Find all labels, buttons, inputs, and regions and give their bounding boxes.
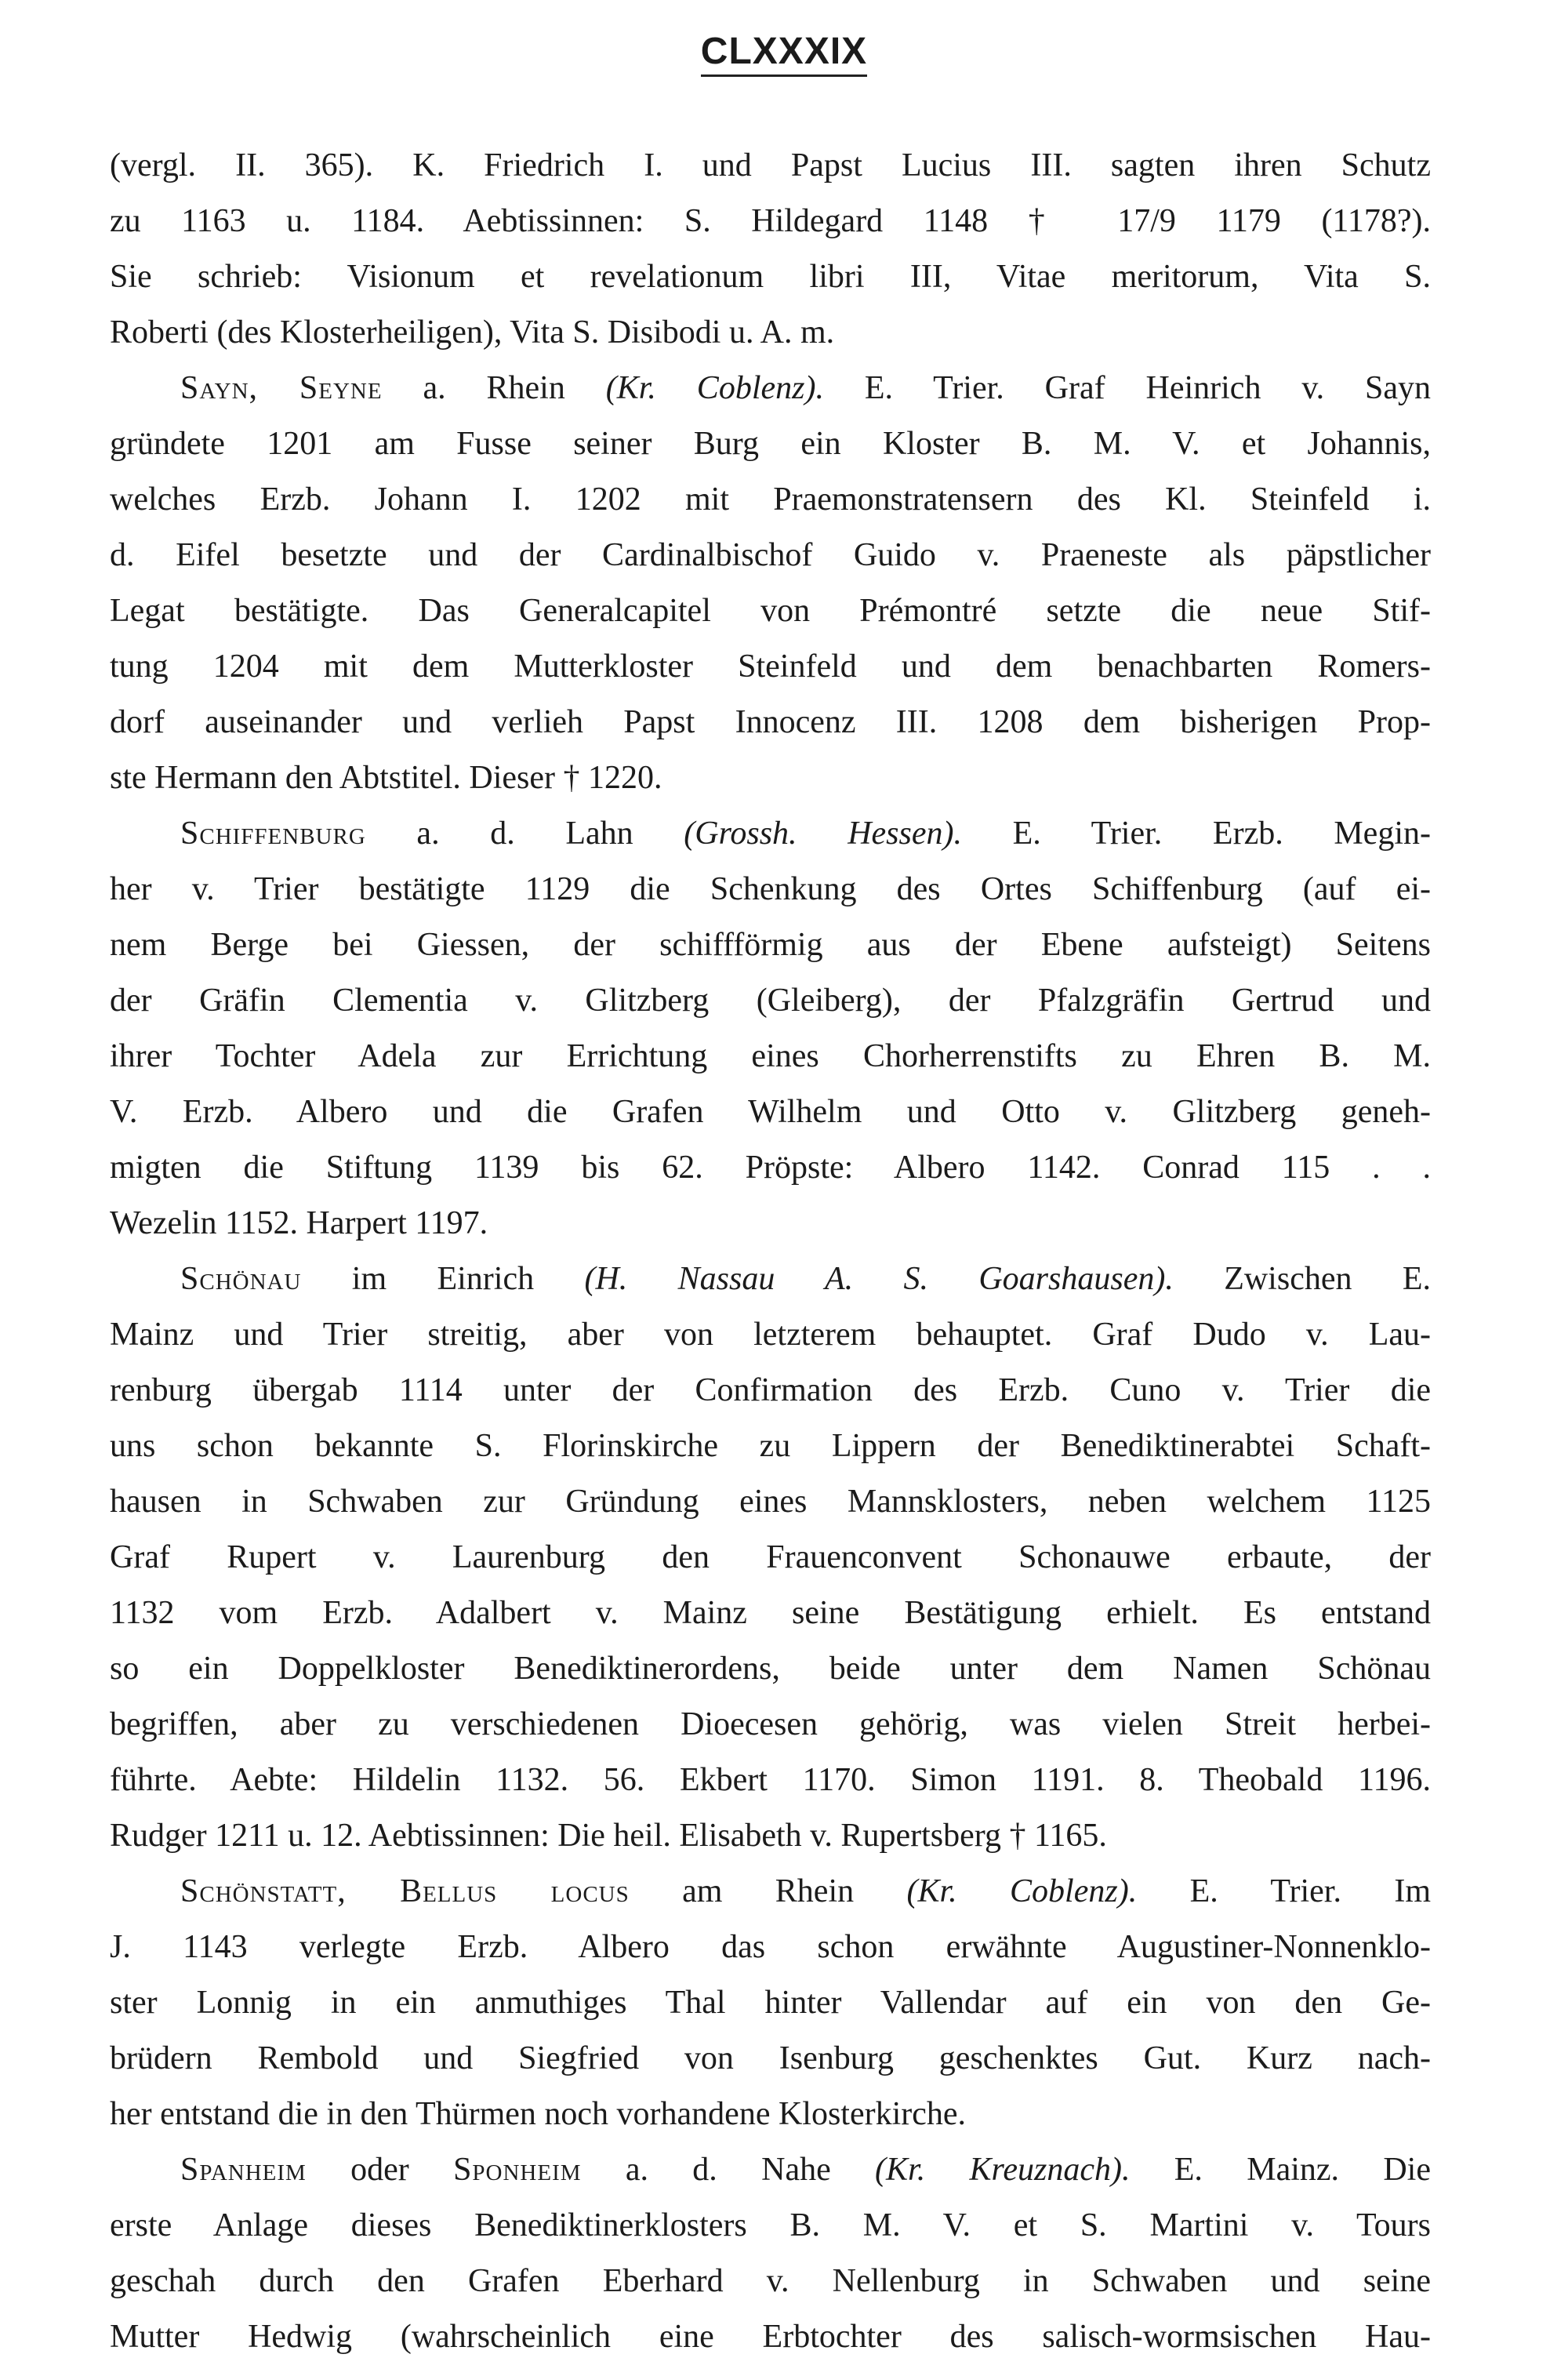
text-run: Legat bestätigte. Das Generalcapitel von Prémontré setzte die neue Stif- <box>110 593 1431 629</box>
text-line <box>110 1140 1431 1196</box>
text-run: begriffen, aber zu verschiedenen Dioecesen gehörig, was vielen Streit herbei- <box>110 1706 1431 1742</box>
text-line <box>110 305 1431 361</box>
text-line <box>110 1920 1431 1975</box>
text-run: nem Berge bei Giessen, der schiffförmig aus der Ebene aufsteigt) Seitens <box>110 927 1431 963</box>
text-run: Wezelin 1152. Harpert 1197. <box>110 1205 488 1241</box>
text-run: Mainz und Trier streitig, aber von letzterem behauptet. Graf Dudo v. Lau- <box>110 1317 1431 1353</box>
text-run: uns schon bekannte S. Florinskirche zu Lippern der Benediktinerabtei Schaft- <box>110 1428 1431 1464</box>
text-run: (vergl. II. 365). K. Friedrich I. und Papst Lucius III. sagten ihren Schutz <box>110 147 1431 183</box>
text-line <box>110 194 1431 249</box>
text-run: a. Rhein <box>382 370 606 406</box>
text-line <box>110 472 1431 528</box>
text-line <box>110 1196 1431 1252</box>
text-run: erste Anlage dieses Benediktinerklosters B. M. V. et S. Martini v. Tours <box>110 2207 1431 2243</box>
text-run: her v. Trier bestätigte 1129 die Schenkung des Ortes Schiffenburg (auf ei- <box>110 871 1431 907</box>
text-run: her entstand die in den Thürmen noch vorhandene Klosterkirche. <box>110 2096 967 2132</box>
text-line <box>110 2031 1431 2087</box>
district-note: (Kr. Coblenz). <box>605 370 824 406</box>
text-line <box>110 583 1431 639</box>
text-run: oder <box>306 2152 454 2188</box>
text-run: Roberti (des Klosterheiligen), Vita S. Disibodi u. A. m. <box>110 314 835 351</box>
text-line <box>110 528 1431 583</box>
place-name: Sayn, Seyne <box>180 370 383 406</box>
text-run: dorf auseinander und verlieh Papst Innocenz III. 1208 dem bisherigen Prop- <box>110 704 1431 740</box>
page-number-text: CLXXXIX <box>701 30 867 77</box>
text-line <box>110 2142 1431 2198</box>
text-line <box>110 1753 1431 1808</box>
place-name: Spanheim <box>180 2152 307 2188</box>
text-line <box>110 1808 1431 1864</box>
text-line <box>110 1641 1431 1697</box>
place-name: Schönstatt, Bellus locus <box>180 1873 630 1909</box>
text-line <box>110 806 1431 862</box>
text-line <box>110 1975 1431 2031</box>
text-line <box>110 917 1431 973</box>
text-run: führte. Aebte: Hildelin 1132. 56. Ekbert 1170. Simon 1191. 8. Theobald 1196. <box>110 1762 1431 1798</box>
text-run: a. d. Nahe <box>581 2152 876 2188</box>
text-line <box>110 1419 1431 1474</box>
text-line <box>110 2254 1431 2309</box>
text-line <box>110 1697 1431 1753</box>
text-run: Mutter Hedwig (wahrscheinlich eine Erbtochter des salisch-wormsischen Hau- <box>110 2319 1431 2355</box>
place-name: Sponheim <box>453 2152 582 2188</box>
district-note: (Kr. Kreuznach). <box>875 2152 1131 2188</box>
place-name: Schönau <box>180 1261 302 1297</box>
text-line <box>110 862 1431 917</box>
page-number <box>0 30 1568 77</box>
text-run: ste Hermann den Abtstitel. Dieser † 1220. <box>110 760 662 796</box>
text-line <box>110 2087 1431 2142</box>
text-run: ihrer Tochter Adela zur Errichtung eines Chorherrenstifts zu Ehren B. M. <box>110 1038 1431 1074</box>
text-run: brüdern Rembold und Siegfried von Isenburg geschenktes Gut. Kurz nach- <box>110 2040 1431 2076</box>
text-run: E. Trier. Graf Heinrich v. Sayn <box>823 370 1431 406</box>
text-run: renburg übergab 1114 unter der Confirmation des Erzb. Cuno v. Trier die <box>110 1372 1431 1408</box>
text-run: V. Erzb. Albero und die Grafen Wilhelm und Otto v. Glitzberg geneh- <box>110 1094 1431 1130</box>
text-line <box>110 249 1431 305</box>
text-run: Graf Rupert v. Laurenburg den Frauenconvent Schonauwe erbaute, der <box>110 1539 1431 1575</box>
text-run: Zwischen E. <box>1173 1261 1431 1297</box>
text-run: gründete 1201 am Fusse seiner Burg ein Kloster B. M. V. et Johannis, <box>110 426 1431 462</box>
text-line <box>110 1530 1431 1586</box>
text-line <box>110 138 1431 194</box>
text-run: am Rhein <box>629 1873 907 1909</box>
text-run: welches Erzb. Johann I. 1202 mit Praemonstratensern des Kl. Steinfeld i. <box>110 481 1431 518</box>
text-run: 1132 vom Erzb. Adalbert v. Mainz seine Bestätigung erhielt. Es entstand <box>110 1595 1431 1631</box>
text-run: J. 1143 verlegte Erzb. Albero das schon erwähnte Augustiner-Nonnenklo- <box>110 1929 1431 1965</box>
district-note: (H. Nassau A. S. Goarshausen). <box>584 1261 1174 1297</box>
text-line <box>110 1307 1431 1363</box>
text-line <box>110 1474 1431 1530</box>
text-line <box>110 695 1431 750</box>
text-line <box>110 1252 1431 1307</box>
text-run: d. Eifel besetzte und der Cardinalbischof Guido v. Praeneste als päpstlicher <box>110 537 1431 573</box>
text-run: der Gräfin Clementia v. Glitzberg (Gleiberg), der Pfalzgräfin Gertrud und <box>110 983 1431 1019</box>
text-line <box>110 750 1431 806</box>
text-run: E. Trier. Erzb. Megin- <box>961 816 1431 852</box>
text-run: zu 1163 u. 1184. Aebtissinnen: S. Hildegard 1148 † 17/9 1179 (1178?). <box>110 203 1431 239</box>
text-line <box>110 361 1431 416</box>
place-name: Schiffenburg <box>180 816 366 852</box>
text-run: ster Lonnig in ein anmuthiges Thal hinter Vallendar auf ein von den Ge- <box>110 1985 1431 2021</box>
text-line <box>110 2198 1431 2254</box>
text-run: E. Mainz. Die <box>1130 2152 1431 2188</box>
text-line <box>110 1363 1431 1419</box>
text-line <box>110 2309 1431 2365</box>
text-run: im Einrich <box>301 1261 585 1297</box>
text-run: so ein Doppelkloster Benediktinerordens, beide unter dem Namen Schönau <box>110 1651 1431 1687</box>
text-line <box>110 1029 1431 1084</box>
text-run: E. Trier. Im <box>1137 1873 1431 1909</box>
text-line <box>110 1586 1431 1641</box>
text-line <box>110 973 1431 1029</box>
text-run: Rudger 1211 u. 12. Aebtissinnen: Die heil. Elisabeth v. Rupertsberg † 1165. <box>110 1818 1107 1854</box>
body-text <box>110 138 1431 2365</box>
text-line <box>110 1084 1431 1140</box>
text-line <box>110 416 1431 472</box>
text-run: tung 1204 mit dem Mutterkloster Steinfeld und dem benachbarten Romers- <box>110 648 1431 685</box>
text-line <box>110 639 1431 695</box>
district-note: (Kr. Coblenz). <box>906 1873 1138 1909</box>
text-run: migten die Stiftung 1139 bis 62. Pröpste: Albero 1142. Conrad 115 . . <box>110 1150 1431 1186</box>
text-run: geschah durch den Grafen Eberhard v. Nellenburg in Schwaben und seine <box>110 2263 1431 2299</box>
text-run: hausen in Schwaben zur Gründung eines Mannsklosters, neben welchem 1125 <box>110 1484 1431 1520</box>
text-line <box>110 1864 1431 1920</box>
district-note: (Grossh. Hessen). <box>684 816 962 852</box>
text-run: Sie schrieb: Visionum et revelationum libri III, Vitae meritorum, Vita S. <box>110 259 1431 295</box>
text-run: a. d. Lahn <box>365 816 684 852</box>
